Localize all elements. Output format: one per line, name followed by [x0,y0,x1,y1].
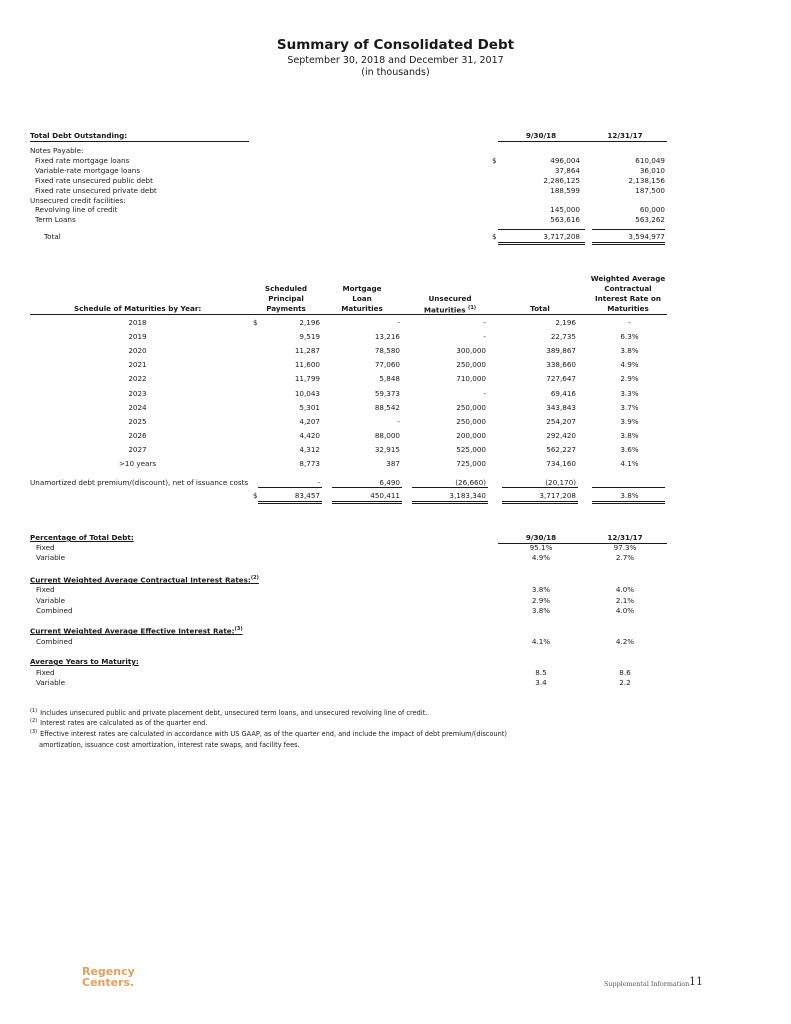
maturity-total: 389,867 [546,346,576,356]
debt-col1-rule [498,141,584,142]
maturity-currency: $ [253,318,258,327]
grand-rule-unsec-a [412,501,488,502]
maturity-sched: 2,196 [299,318,320,327]
maturity-total: 727,647 [546,374,576,384]
unamort-sched: - [317,478,320,487]
col-rate-h4: Maturities [607,304,649,313]
maturity-rate: 3.7% [620,402,639,412]
debt-col1-header: 9/30/18 [525,131,557,140]
unamort-unsec: (26,660) [455,478,486,487]
debt-row-v1: 37,864 [554,165,580,175]
maturities-header-rule [30,314,667,315]
debt-row-label: Revolving line of credit [35,205,118,215]
col-unsec-h1: Unsecured [428,294,472,303]
debt-row-v1: 188,599 [550,185,580,195]
unamort-total: (20,170) [545,478,576,487]
maturity-sched: 5,301 [299,402,320,412]
grand-rule-total-b [502,503,578,504]
maturity-sched: 11,287 [294,346,320,356]
maturity-rate: 3.9% [620,416,639,426]
maturity-year: 2019 [128,332,147,342]
maturity-total: 338,660 [546,360,576,370]
maturity-year: 2021 [128,360,147,370]
debt-row-v2: 36,010 [639,165,665,175]
debt-total-bottom-rule [498,242,585,243]
maturity-sched: 11,600 [294,360,320,370]
maturity-unsec: - [483,388,486,398]
maturity-year: 2018 [128,318,147,327]
contract-heading: Current Weighted Average Contractual Interest Rates:$^{(2)}$ [30,575,259,585]
col-mort-h1: Mortgage [342,284,382,293]
debt-total-bottom-rule-2b [592,244,665,245]
debt-total-bottom-rule-2 [592,242,665,243]
grand-total: 3,717,208 [539,491,576,500]
maturity-total: 292,420 [546,430,576,440]
maturity-mort: 387 [386,459,400,468]
maturity-mort: - [397,416,400,426]
grand-rule-unsec-b [412,503,488,504]
unamort-rule-unsec [412,487,488,488]
supplemental-label: Supplemental Information [604,980,690,988]
maturity-rate: 2.9% [620,374,639,384]
pct-col2-header: 12/31/17 [607,533,643,542]
maturity-year: 2022 [128,374,147,384]
debt-heading: Total Debt Outstanding: [30,131,128,140]
maturity-sched: 10,043 [294,388,320,398]
maturity-rate: 4.1% [620,459,639,468]
grand-rule-mort-b [332,503,402,504]
maturity-unsec: 250,000 [456,416,486,426]
years-row-v2: 8.6 [619,668,631,677]
maturity-rate: 3.3% [620,388,639,398]
col-rate-h2: Contractual [604,284,652,293]
maturity-mort: 5,848 [379,374,400,384]
debt-row-label: Fixed rate unsecured public debt [35,175,153,185]
debt-row-v2: 60,000 [639,205,665,215]
debt-row-label: Term Loans [35,215,76,225]
footnote [30,717,207,728]
page-number: 11 [689,975,703,988]
pct-heading: Percentage of Total Debt: [30,533,134,542]
years-row-v1: 3.4 [535,678,547,687]
footnote-text: amortization, issuance cost amortization, interest rate swaps, and facility fees. [39,741,300,750]
maturity-mort: 78,580 [374,346,400,356]
maturity-sched: 4,312 [299,444,320,454]
col-unsec-h2: Maturities $^{(1)}$ [423,305,477,315]
contract-row-label: Fixed [36,585,55,594]
maturity-unsec: 300,000 [456,346,486,356]
col-total-h: Total [530,304,550,313]
logo-line2: Centers. [82,976,135,989]
maturity-mort: - [397,318,400,327]
maturity-total: 343,843 [546,402,576,412]
maturity-year: 2025 [128,416,147,426]
maturity-sched: 8,773 [299,459,320,468]
maturity-year: 2024 [128,402,147,412]
contract-row-v1: 3.8% [531,585,551,594]
unamort-mort: 6,490 [379,478,400,487]
debt-row-label: Variable-rate mortgage loans [35,165,141,175]
footnote-text: Interest rates are calculated as of the quarter end. [40,719,208,728]
debt-row-label: Unsecured credit facilities: [30,195,126,205]
grand-rule-rate-a [592,501,665,502]
maturity-unsec: - [483,332,486,342]
maturity-mort: 88,000 [374,430,400,440]
unamort-label: Unamortized debt premium/(discount), net of issuance costs [30,478,249,487]
maturity-unsec: - [483,318,486,327]
maturity-total: 734,160 [546,459,576,468]
maturity-year: >10 years [118,459,157,468]
effective-row-v2: 4.2% [615,637,635,646]
maturity-rate: - [628,318,631,327]
debt-total-bottom-rule-b [498,244,585,245]
maturity-unsec: 250,000 [456,402,486,412]
page-subtitle: September 30, 2018 and December 31, 2017 [287,55,504,66]
debt-total-label: Total [44,232,61,241]
pct-row-v1: 95.1% [529,543,553,552]
maturity-unsec: 525,000 [456,444,486,454]
maturities-heading: Schedule of Maturities by Year: [74,304,202,313]
debt-row-label: Fixed rate mortgage loans [35,155,130,165]
grand-currency: $ [253,491,258,500]
debt-col2-header: 12/31/17 [607,131,643,140]
effective-row-label: Combined [36,637,73,646]
pct-row-label: Fixed [36,543,55,552]
footnote-mark: (3) [30,729,38,735]
contract-row-v2: 4.0% [615,585,635,594]
footnote-mark: (1) [30,708,38,714]
maturity-total: 22,735 [550,332,576,342]
col-mort-h2: Loan [352,294,372,303]
grand-mort: 450,411 [370,491,400,500]
footnote-mark: (2) [30,718,38,724]
grand-rule-sched-b [258,503,322,504]
debt-row-label: Notes Payable: [30,146,84,155]
col-rate-h1: Weighted Average [590,274,666,283]
debt-row-v1: 145,000 [550,205,580,215]
grand-unsec: 3,183,340 [449,491,486,500]
years-row-v2: 2.2 [619,678,631,687]
pct-row-v2: 2.7% [615,553,635,562]
maturity-rate: 3.8% [620,430,639,440]
page-units: (in thousands) [361,67,430,78]
maturity-year: 2026 [128,430,147,440]
col-sched-h3: Payments [266,304,306,313]
maturity-total: 69,416 [550,388,576,398]
debt-total-v2: 3,594,977 [628,232,665,241]
debt-row-v2: 187,500 [635,185,665,195]
years-row-label: Variable [36,678,66,687]
maturity-unsec: 200,000 [456,430,486,440]
pct-row-label: Variable [36,553,66,562]
debt-total-currency: $ [492,232,497,241]
maturity-mort: 88,542 [374,402,400,412]
maturity-unsec: 710,000 [456,374,486,384]
maturity-total: 2,196 [555,318,576,327]
maturity-unsec: 725,000 [456,459,486,468]
debt-row-v1: 563,616 [550,215,580,225]
maturity-sched: 4,420 [299,430,320,440]
col-sched-h2: Principal [268,294,304,303]
maturity-rate: 6.3% [620,332,639,342]
page-title: Summary of Consolidated Debt [276,37,515,53]
maturity-year: 2027 [128,444,147,454]
debt-row-v1: 2,286,125 [543,175,580,185]
unamort-rule-total [502,487,578,488]
years-heading: Average Years to Maturity: [30,657,139,666]
maturity-year: 2020 [128,346,147,356]
maturity-rate: 4.9% [620,360,639,370]
pct-row-v2: 97.3% [613,543,637,552]
contract-row-v2: 2.1% [615,595,635,605]
unamort-rule-mort [332,487,402,488]
maturity-sched: 11,799 [294,374,320,384]
maturity-mort: 77,060 [374,360,400,370]
grand-rate: 3.8% [620,491,639,500]
col-sched-h1: Scheduled [264,284,308,293]
debt-total-v1: 3,717,208 [543,232,580,241]
effective-heading: Current Weighted Average Effective Interest Rate:$^{(3)}$ [30,626,243,636]
grand-rule-total-a [502,501,578,502]
footnote [30,739,300,750]
pct-row-v1: 4.9% [531,553,551,562]
debt-col2-rule [583,141,667,142]
col-rate-h3: Interest Rate on [595,294,661,303]
maturity-mort: 13,216 [374,332,400,342]
maturity-unsec: 250,000 [456,360,486,370]
contract-row-label: Combined [36,606,73,615]
footnote-text: Includes unsecured public and private placement debt, unsecured term loans, and unsecured revolving line of credit. [40,709,428,718]
grand-rule-mort-a [332,501,402,502]
debt-row-v2: 563,262 [635,215,665,225]
grand-rule-rate-b [592,503,665,504]
footnote-text: Effective interest rates are calculated in accordance with US GAAP, as of the quarter end, and include the impact of debt premium/(discount) [40,730,507,739]
debt-row-v2: 610,049 [635,155,665,165]
years-row-label: Fixed [36,668,55,677]
maturity-total: 562,227 [546,444,576,454]
debt-row-label: Fixed rate unsecured private debt [35,185,157,195]
maturity-rate: 3.8% [620,346,639,356]
maturity-total: 254,207 [546,416,576,426]
pct-col1-header: 9/30/18 [525,533,557,542]
contract-row-v1: 3.8% [531,606,551,615]
maturity-sched: 4,207 [299,416,320,426]
effective-row-v1: 4.1% [531,637,551,646]
contract-row-label: Variable [36,595,66,605]
maturity-sched: 9,519 [299,332,320,342]
debt-row-currency: $ [492,155,497,165]
maturity-mort: 32,915 [374,444,400,454]
grand-sched: 83,457 [294,491,320,500]
maturity-rate: 3.6% [620,444,639,454]
footnote [30,728,507,739]
years-row-v1: 8.5 [535,668,547,677]
col-mort-h3: Maturities [341,304,383,313]
contract-row-v2: 4.0% [615,606,635,615]
grand-rule-sched-a [258,501,322,502]
debt-row-v2: 2,138,156 [628,175,665,185]
maturity-year: 2023 [128,388,147,398]
unamort-rule-sched [258,487,322,488]
debt-total-top-rule-2 [592,229,665,230]
debt-row-v1: 496,004 [550,155,580,165]
contract-row-v1: 2.9% [531,595,551,605]
regency-centers-logo [82,966,135,988]
debt-heading-rule [30,141,249,142]
logo-line1: Regency [82,965,135,978]
unamort-rule-rate [592,487,665,488]
maturity-mort: 59,373 [374,388,400,398]
debt-total-top-rule [498,229,585,230]
